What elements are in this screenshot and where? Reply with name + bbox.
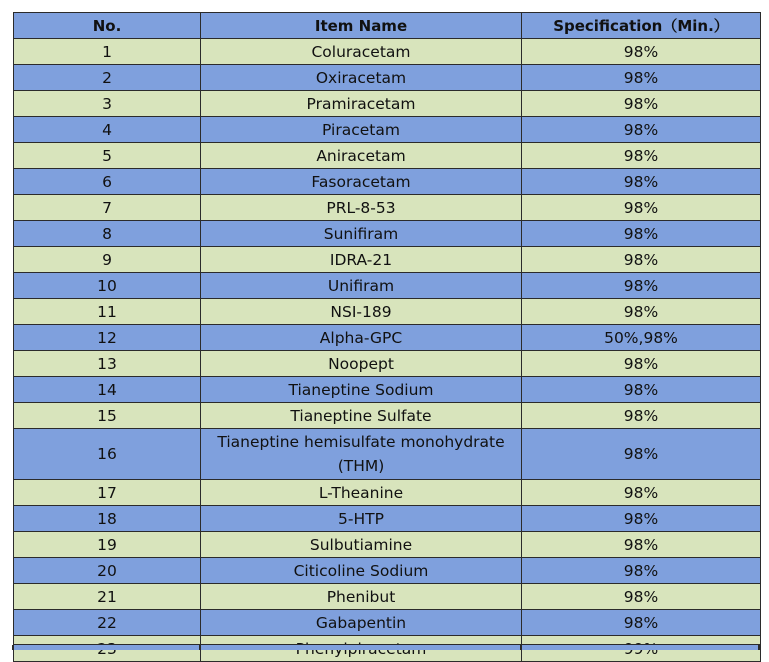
table-row: [14, 143, 761, 169]
cell-name: Alpha-GPC: [201, 325, 522, 351]
table-row: [14, 273, 761, 299]
cell-no: 3: [14, 91, 201, 117]
table-row: [14, 584, 761, 610]
cell-no: 1: [14, 39, 201, 65]
table-row: [14, 39, 761, 65]
next-row-cutoff: [13, 644, 760, 650]
table-row: [14, 351, 761, 377]
cell-no: 21: [14, 584, 201, 610]
cell-name: Aniracetam: [201, 143, 522, 169]
cell-name: Pramiracetam: [201, 91, 522, 117]
cell-name: Piracetam: [201, 117, 522, 143]
table-row: [14, 403, 761, 429]
cell-spec: 98%: [522, 610, 761, 636]
cell-no: 15: [14, 403, 201, 429]
cell-spec: 50%,98%: [522, 325, 761, 351]
cell-spec: 98%: [522, 558, 761, 584]
cell-spec: 98%: [522, 143, 761, 169]
cell-name: L-Theanine: [201, 480, 522, 506]
table-row: [14, 610, 761, 636]
table-row: [14, 506, 761, 532]
cell-no: 7: [14, 195, 201, 221]
product-spec-table-container: [13, 12, 760, 662]
cell-no: 10: [14, 273, 201, 299]
cell-no: 4: [14, 117, 201, 143]
cell-no: 19: [14, 532, 201, 558]
table-row: [14, 325, 761, 351]
cell-no: 13: [14, 351, 201, 377]
table-row: [14, 195, 761, 221]
cell-spec: 98%: [522, 117, 761, 143]
table-row: [14, 299, 761, 325]
table-body: [14, 39, 761, 662]
cell-spec: 98%: [522, 299, 761, 325]
cell-spec: 98%: [522, 506, 761, 532]
cell-no: 11: [14, 299, 201, 325]
cell-no: 2: [14, 65, 201, 91]
cell-spec: 98%: [522, 584, 761, 610]
table-row: [14, 169, 761, 195]
cell-name: Tianeptine Sulfate: [201, 403, 522, 429]
cell-spec: 98%: [522, 169, 761, 195]
cell-name: Sunifiram: [201, 221, 522, 247]
cell-spec: 98%: [522, 429, 761, 480]
cell-no: 12: [14, 325, 201, 351]
cell-no: 5: [14, 143, 201, 169]
cell-spec: 98%: [522, 532, 761, 558]
cell-name: Tianeptine Sodium: [201, 377, 522, 403]
cell-spec: 98%: [522, 221, 761, 247]
cell-spec: 98%: [522, 247, 761, 273]
cell-name: NSI-189: [201, 299, 522, 325]
table-row: [14, 377, 761, 403]
header-specification: Specification（Min.）: [522, 13, 761, 39]
cell-no: 17: [14, 480, 201, 506]
cell-no: 20: [14, 558, 201, 584]
cell-no: 8: [14, 221, 201, 247]
table-row: [14, 65, 761, 91]
table-row: [14, 91, 761, 117]
cell-name: Unifiram: [201, 273, 522, 299]
cell-name: 5-HTP: [201, 506, 522, 532]
cell-spec: 98%: [522, 480, 761, 506]
table-row: [14, 532, 761, 558]
cell-name: IDRA-21: [201, 247, 522, 273]
cell-name: Coluracetam: [201, 39, 522, 65]
cell-no: 9: [14, 247, 201, 273]
cell-no: 22: [14, 610, 201, 636]
header-item-name: Item Name: [201, 13, 522, 39]
product-spec-table: [13, 12, 761, 662]
cell-spec: 98%: [522, 377, 761, 403]
cell-spec: 98%: [522, 273, 761, 299]
cell-name: Tianeptine hemisulfate monohydrate (THM): [201, 429, 522, 480]
table-row: [14, 429, 761, 480]
cell-name: Phenibut: [201, 584, 522, 610]
cell-name: Fasoracetam: [201, 169, 522, 195]
table-row: [14, 221, 761, 247]
cell-name: Oxiracetam: [201, 65, 522, 91]
cell-name: Citicoline Sodium: [201, 558, 522, 584]
cell-name: Sulbutiamine: [201, 532, 522, 558]
cell-spec: 98%: [522, 403, 761, 429]
cell-spec: 98%: [522, 65, 761, 91]
cell-name: PRL-8-53: [201, 195, 522, 221]
cell-name: Gabapentin: [201, 610, 522, 636]
table-header-row: [14, 13, 761, 39]
cell-spec: 98%: [522, 91, 761, 117]
table-row: [14, 247, 761, 273]
table-row: [14, 558, 761, 584]
header-no: No.: [14, 13, 201, 39]
table-row: [14, 480, 761, 506]
cell-spec: 98%: [522, 39, 761, 65]
cell-name: Noopept: [201, 351, 522, 377]
table-row: [14, 117, 761, 143]
cell-spec: 98%: [522, 195, 761, 221]
cell-no: 14: [14, 377, 201, 403]
cell-no: 18: [14, 506, 201, 532]
cell-no: 16: [14, 429, 201, 480]
cell-no: 6: [14, 169, 201, 195]
cell-spec: 98%: [522, 351, 761, 377]
